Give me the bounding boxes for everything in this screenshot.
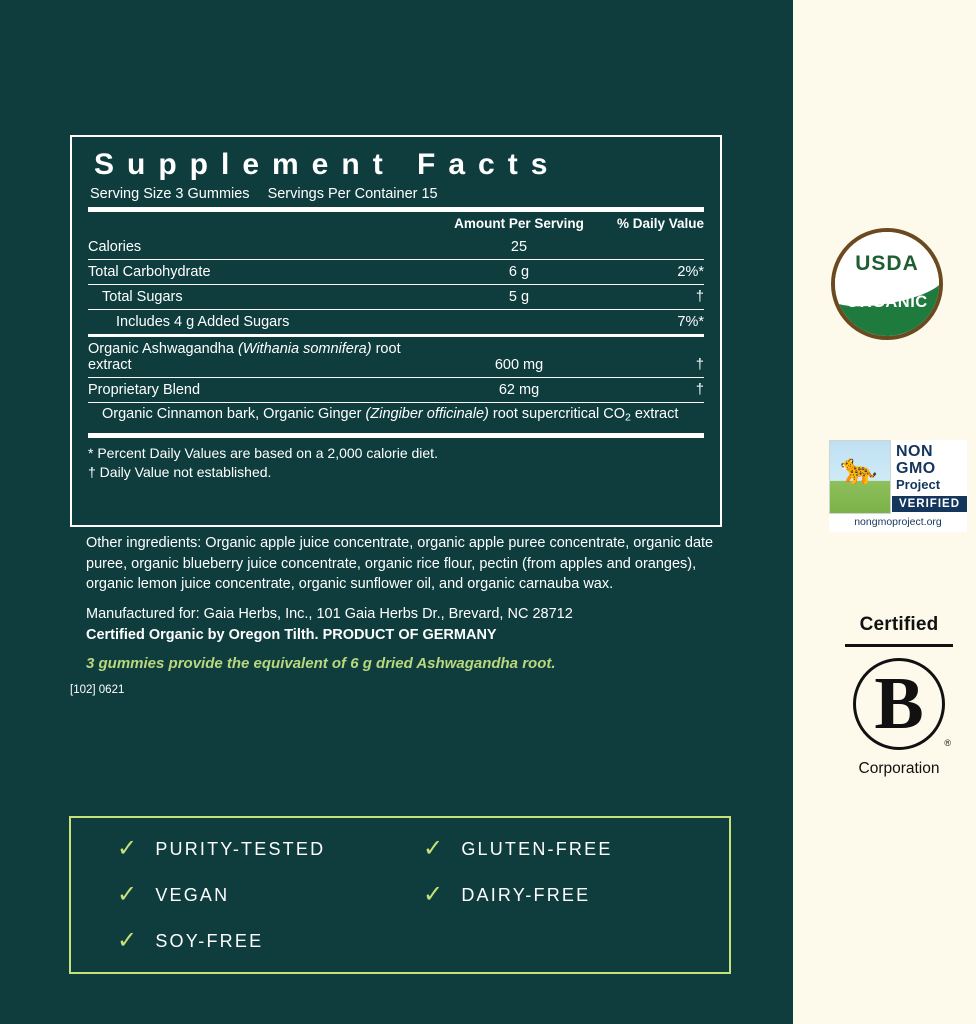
check-icon: ✓ [117, 835, 140, 862]
bcorp-registered-mark: ® [944, 738, 951, 748]
row-amount-total-carbohydrate: 6 g [444, 260, 594, 285]
header-amount-per-serving: Amount Per Serving [454, 216, 584, 231]
bcorp-bar [845, 644, 953, 647]
bcorp-corporation-text: Corporation [858, 760, 940, 777]
table-row [88, 260, 704, 285]
manufacturer-info [86, 604, 716, 645]
check-icon: ✓ [423, 881, 446, 908]
non-gmo-url: nongmoproject.org [854, 516, 942, 528]
row-name-total-carbohydrate: Total Carbohydrate [88, 260, 444, 285]
blend-detail [88, 403, 704, 428]
row-dv-calories [594, 235, 704, 260]
claims-box [69, 816, 731, 974]
non-gmo-project-verified-icon [829, 440, 967, 532]
manufactured-for-line: Manufactured for: Gaia Herbs, Inc., 101 Gaia Herbs Dr., Brevard, NC 28712 [86, 606, 573, 622]
serving-info [90, 186, 704, 202]
row-name-calories: Calories [88, 235, 444, 260]
table-row [88, 285, 704, 310]
claim-label: DAIRY-FREE [461, 884, 591, 905]
non-gmo-line3: Project [896, 477, 941, 492]
claim-label: SOY-FREE [155, 930, 264, 951]
row-dv-proprietary-blend: † [594, 378, 704, 403]
row-name-ashwagandha [88, 337, 444, 378]
equivalent-note: 3 gummies provide the equivalent of 6 g dried Ashwagandha root. [86, 655, 556, 672]
non-gmo-line1: NON [896, 443, 934, 460]
table-row [88, 235, 704, 260]
row-dv-total-carbohydrate: 2%* [594, 260, 704, 285]
row-amount-proprietary-blend: 62 mg [444, 378, 594, 403]
check-icon: ✓ [423, 835, 446, 862]
row-name-total-sugars: Total Sugars [88, 285, 444, 310]
bcorp-letter: B [874, 663, 924, 745]
bcorp-mark [845, 642, 953, 754]
table-header-row [88, 212, 704, 235]
table-row-blend-detail [88, 403, 704, 428]
ashwagandha-pre: Organic Ashwagandha [88, 341, 238, 357]
check-icon: ✓ [117, 881, 140, 908]
claim-dairy-free [423, 883, 729, 907]
lot-code: [102] 0621 [70, 684, 125, 696]
claim-label: VEGAN [155, 884, 230, 905]
row-amount-total-sugars: 5 g [444, 285, 594, 310]
blend-detail-pre: Organic Cinnamon bark, Organic Ginger [102, 406, 366, 422]
blend-detail-latin: (Zingiber officinale) [365, 406, 489, 422]
row-amount-ashwagandha: 600 mg [444, 337, 594, 378]
row-dv-ashwagandha: † [594, 337, 704, 378]
supplement-facts-title: Supplement Facts [94, 148, 561, 181]
divider-thick-bottom [88, 433, 704, 438]
usda-seal-ring [831, 228, 943, 340]
footnote-percent-dv: * Percent Daily Values are based on a 2,000 calorie diet. [88, 444, 438, 461]
claim-gluten-free [423, 837, 729, 861]
supplement-facts-table [88, 212, 704, 335]
supplement-facts-table-actives [88, 337, 704, 428]
table-row [88, 378, 704, 403]
row-amount-added-sugars [444, 310, 594, 335]
check-icon: ✓ [117, 927, 140, 954]
blend-detail-post-a: root supercritical CO [488, 406, 626, 422]
non-gmo-verified-banner: VERIFIED [892, 496, 967, 512]
row-name-proprietary-blend: Proprietary Blend [88, 378, 444, 403]
blend-detail-subscript: 2 [625, 412, 631, 424]
row-dv-added-sugars: 7%* [594, 310, 704, 335]
footnote-dagger: † Daily Value not established. [88, 463, 272, 480]
blend-detail-post-b: extract [630, 406, 679, 422]
label-right-panel [793, 0, 976, 1024]
claim-purity-tested [117, 837, 423, 861]
header-blank [88, 212, 444, 235]
ashwagandha-latin: (Withania somnifera) [237, 341, 372, 357]
table-row [88, 310, 704, 335]
usda-seal-usda-text: USDA [855, 252, 919, 275]
other-ingredients: Other ingredients: Organic apple juice concentrate, organic apple puree concentrate, organic date puree, organic blueberry juice concentrate, organic rice flour, pectin (from apples and oranges), organic lemon juice concentrate, organic sunflower oil, and organic carnauba wax. [86, 535, 714, 592]
claim-label: PURITY-TESTED [155, 838, 326, 859]
non-gmo-line2: GMO [896, 460, 936, 477]
ashwagandha-post: root extract [88, 341, 401, 373]
usda-organic-seal-icon [831, 228, 943, 340]
servings-per-container: Servings Per Container 15 [267, 186, 438, 202]
footnotes [88, 444, 704, 482]
non-gmo-artwork [829, 440, 891, 514]
row-name-added-sugars: Includes 4 g Added Sugars [88, 310, 444, 335]
usda-seal-organic-text: ORGANIC [846, 293, 928, 311]
claim-soy-free [117, 929, 423, 953]
bcorp-certified-text: Certified [859, 614, 939, 635]
claim-label: GLUTEN-FREE [461, 838, 613, 859]
table-row [88, 337, 704, 378]
supplement-facts-panel [70, 135, 722, 527]
butterfly-icon: 🐆 [840, 453, 878, 486]
claim-vegan [117, 883, 423, 907]
claims-grid [71, 818, 729, 972]
b-corporation-logo-icon [829, 614, 969, 794]
certified-organic-line: Certified Organic by Oregon Tilth. PRODUCT OF GERMANY [86, 626, 497, 643]
header-daily-value: % Daily Value [616, 216, 704, 231]
row-dv-total-sugars: † [594, 285, 704, 310]
row-amount-calories: 25 [444, 235, 594, 260]
serving-size: Serving Size 3 Gummies [90, 186, 250, 202]
